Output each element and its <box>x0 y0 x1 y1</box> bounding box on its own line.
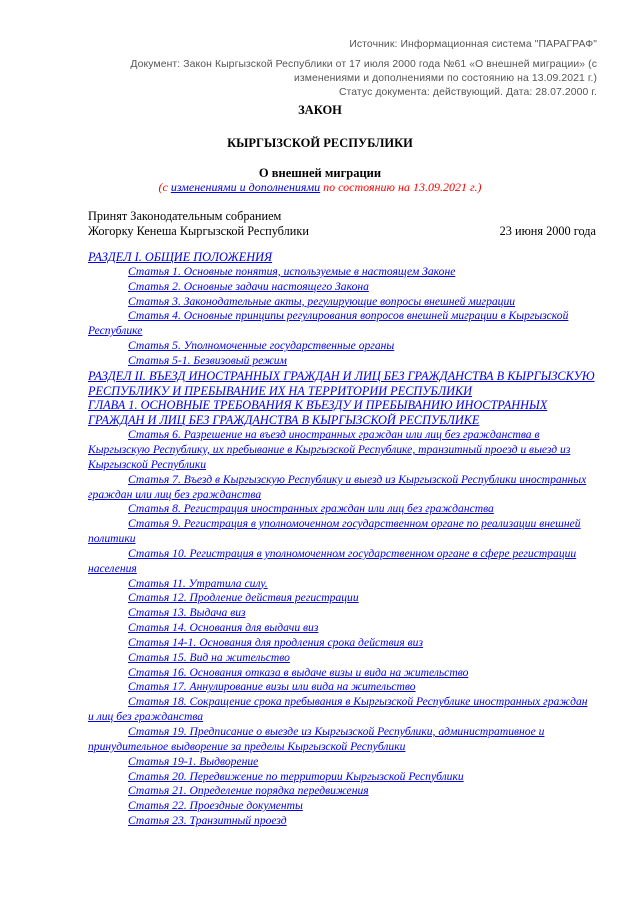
toc-article-11[interactable]: Статья 11. Утратила силу. <box>128 576 268 590</box>
toc-chapter-1[interactable]: ГЛАВА 1. ОСНОВНЫЕ ТРЕБОВАНИЯ К ВЪЕЗДУ И ПРЕБЫВАНИЮ ИНОСТРАННЫХ ГРАЖДАН И ЛИЦ БЕЗ ГРАЖДАНСТВА В КЫРГЫЗСКОЙ РЕСПУБЛИКЕ <box>88 398 548 428</box>
title-law: ЗАКОН <box>298 103 342 117</box>
toc-article-21[interactable]: Статья 21. Определение порядка передвижения <box>128 784 369 798</box>
toc-article-10[interactable]: Статья 10. Регистрация в уполномоченном государственном органе в сфере регистрации населения <box>88 546 577 575</box>
toc-article-12[interactable]: Статья 12. Продление действия регистрации <box>128 591 359 605</box>
toc-article-13[interactable]: Статья 13. Выдача виз <box>128 606 246 620</box>
toc-article-14-1[interactable]: Статья 14-1. Основания для продления срока действия виз <box>128 635 423 649</box>
toc-article-5-1[interactable]: Статья 5-1. Безвизовый режим <box>128 353 287 367</box>
adoption-date: 23 июня 2000 года <box>499 224 596 238</box>
title-republic: КЫРГЫЗСКОЙ РЕСПУБЛИКИ <box>227 136 413 150</box>
toc-article-23[interactable]: Статья 23. Транзитный проезд <box>128 814 287 828</box>
toc-article-3[interactable]: Статья 3. Законодательные акты, регулирующие вопросы внешней миграции <box>128 294 516 308</box>
toc-article-1[interactable]: Статья 1. Основные понятия, используемые в настоящем Законе <box>128 264 456 278</box>
table-of-contents <box>88 250 596 829</box>
toc-article-6[interactable]: Статья 6. Разрешение на въезд иностранных граждан или лиц без гражданства в Кыргызскую Республику, их пребывание в Кыргызской Республике, транзитный проезд и выезд из Кыргызской Республики <box>88 428 571 471</box>
toc-article-8[interactable]: Статья 8. Регистрация иностранных граждан или лиц без гражданства <box>128 502 494 516</box>
toc-article-16[interactable]: Статья 16. Основания отказа в выдаче визы и вида на жительство <box>128 665 469 679</box>
title-subject: О внешней миграции <box>258 166 382 180</box>
toc-article-15[interactable]: Статья 15. Вид на жительство <box>128 650 290 664</box>
toc-article-9[interactable]: Статья 9. Регистрация в уполномоченном государственном органе по реализации внешней политики <box>88 517 581 546</box>
adoption-line-1: Принят Законодательным собранием <box>88 209 282 223</box>
adoption-line-2: Жогорку Кенеша Кыргызской Республики <box>88 224 309 238</box>
toc-article-20[interactable]: Статья 20. Передвижение по территории Кыргызской Республики <box>128 769 464 783</box>
amendments-link[interactable]: изменениями и дополнениями <box>170 180 321 194</box>
toc-section-1[interactable]: РАЗДЕЛ I. ОБЩИЕ ПОЛОЖЕНИЯ <box>88 250 273 264</box>
toc-article-18[interactable]: Статья 18. Сокращение срока пребывания в Кыргызской Республике иностранных граждан и лиц без гражданства <box>88 695 588 724</box>
toc-article-7[interactable]: Статья 7. Въезд в Кыргызскую Республику и выезд из Кыргызской Республики иностранных граждан или лиц без гражданства <box>88 472 587 501</box>
source-line: Источник: Информационная система "ПАРАГРАФ" <box>349 39 597 50</box>
document-line: Документ: Закон Кыргызской Республики от 17 июля 2000 года №61 «О внешней миграции» (с изменениями и дополнениями по состоянию на 13.09.2021 г.) <box>130 59 597 84</box>
toc-article-19-1[interactable]: Статья 19-1. Выдворение <box>128 754 259 768</box>
toc-article-2[interactable]: Статья 2. Основные задачи настоящего Закона <box>128 279 369 293</box>
amendment-note <box>0 180 640 195</box>
toc-section-2[interactable]: РАЗДЕЛ II. ВЪЕЗД ИНОСТРАННЫХ ГРАЖДАН И ЛИЦ БЕЗ ГРАЖДАНСТВА В КЫРГЫЗСКУЮ РЕСПУБЛИКУ И ПРЕБЫВАНИЕ ИХ НА ТЕРРИТОРИИ РЕСПУБЛИКИ <box>88 368 595 398</box>
toc-article-5[interactable]: Статья 5. Уполномоченные государственные органы <box>128 339 395 353</box>
toc-article-17[interactable]: Статья 17. Аннулирование визы или вида на жительство <box>128 680 416 694</box>
status-line: Статус документа: действующий. Дата: 28.07.2000 г. <box>338 87 597 98</box>
amendment-suffix: по состоянию на 13.09.2021 г.) <box>320 180 482 194</box>
toc-article-22[interactable]: Статья 22. Проездные документы <box>128 799 303 813</box>
toc-article-4[interactable]: Статья 4. Основные принципы регулирования вопросов внешней миграции в Кыргызской Республике <box>88 309 569 338</box>
amendment-prefix: (с <box>158 180 171 194</box>
toc-article-19[interactable]: Статья 19. Предписание о выезде из Кыргызской Республики, административное и принудительное выдворение за пределы Кыргызской Республики <box>88 725 545 753</box>
toc-article-14[interactable]: Статья 14. Основания для выдачи виз <box>128 621 319 635</box>
